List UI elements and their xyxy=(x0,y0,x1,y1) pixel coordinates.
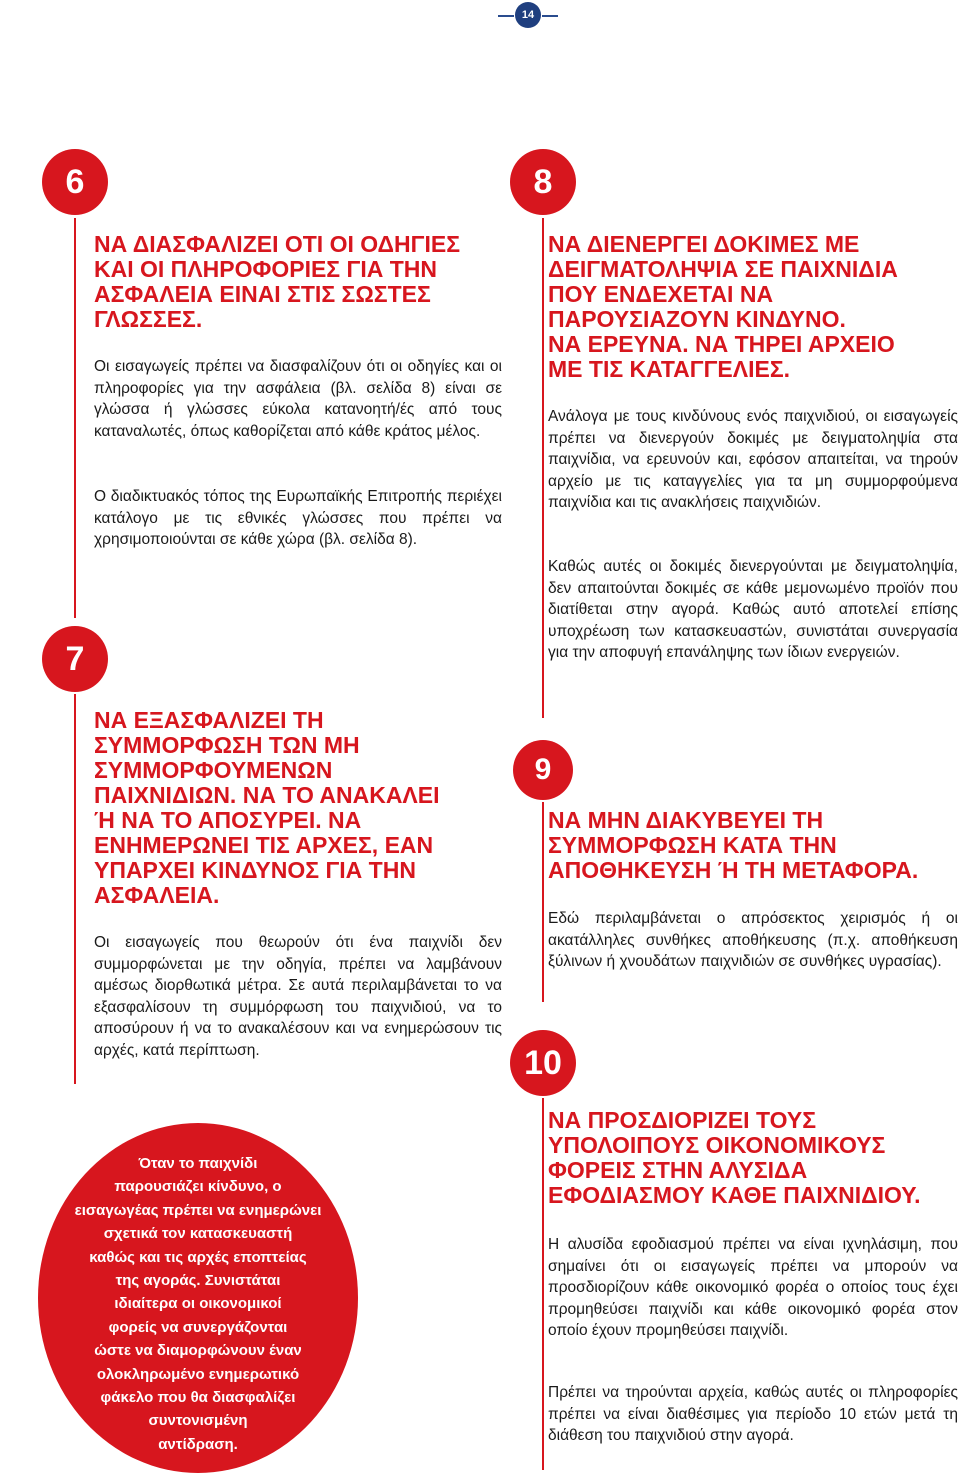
note-line: σχετικά τον κατασκευαστή xyxy=(103,1225,293,1243)
title-line: ΔΕΙΓΜΑΤΟΛΗΨΙΑ ΣΕ ΠΑΙΧΝΙΔΙΑ xyxy=(548,256,898,282)
title-line: ΑΣΦΑΛΕΙΑ ΕΙΝΑΙ ΣΤΙΣ ΣΩΣΤΕΣ xyxy=(94,281,431,307)
title-line: ΕΝΗΜΕΡΩΝΕΙ ΤΙΣ ΑΡΧΕΣ, ΕΑΝ xyxy=(94,832,434,858)
title-line: ΝΑ ΕΞΑΣΦΑΛΙΖΕΙ ΤΗ xyxy=(94,707,324,733)
title-line: ΑΠΟΘΗΚΕΥΣΗ Ή ΤΗ ΜΕΤΑΦΟΡΑ. xyxy=(548,857,919,883)
note-line: παρουσιάζει κίνδυνο, ο xyxy=(114,1178,282,1196)
note-line: συντονισμένη xyxy=(148,1412,248,1430)
note-line: Όταν το παιχνίδι xyxy=(138,1155,258,1172)
section-9-rule xyxy=(542,802,544,1002)
note-line: φορείς να συνεργάζονται xyxy=(108,1318,288,1336)
note-line: ώστε να διαμορφώνουν έναν xyxy=(94,1342,302,1360)
note-callout-text xyxy=(38,1152,358,1456)
note-line: φάκελο που θα διασφαλίζει xyxy=(100,1389,296,1407)
note-line: ολοκληρωμένο ενημερωτικό xyxy=(96,1365,300,1383)
section-6-paragraph-2: Ο διαδικτυακός τόπος της Ευρωπαϊκής Επιτροπής περιέχει κατάλογο με τις εθνικές γλώσσες που πρέπει να χρησιμοποιούνται σε κάθε χώρα (βλ. σελίδα 8). xyxy=(94,488,502,548)
title-line: ΣΥΜΜΟΡΦΩΣΗ ΚΑΤΑ ΤΗΝ xyxy=(548,832,837,858)
section-7-number: 7 xyxy=(42,626,108,692)
section-8-paragraph-1: Ανάλογα με τους κινδύνους ενός παιχνιδιού, οι εισαγωγείς πρέπει να διενεργούν δοκιμές με δειγματοληψία στα παιχνίδια, να ερευνούν και, εφόσον απαιτείται, να τηρούν αρχείο με τις καταγγελίες για τα μη συμμορφούμενα παιχνίδια και τις ανακλήσεις παιχνιδιών. xyxy=(548,408,958,511)
title-line: ΝΑ ΜΗΝ ΔΙΑΚΥΒΕΥΕΙ ΤΗ xyxy=(548,807,824,833)
section-8-title xyxy=(548,232,958,382)
section-7-paragraph-1: Οι εισαγωγείς που θεωρούν ότι ένα παιχνίδι δεν συμμορφώνεται με την οδηγία, πρέπει να λαμβάνουν αμέσως διορθωτικά μέτρα. Σε αυτά περιλαμβάνεται το να εξασφαλίσουν τη συμμόρφωση του παιχνιδιού, να το αποσύρουν ή να το ανακαλέσουν και να ενημερώσουν τις αρχές, κατά περίπτωση. xyxy=(94,934,502,1059)
section-8-paragraph-2: Καθώς αυτές οι δοκιμές διενεργούνται με δειγματοληψία, δεν απαιτούνται δοκιμές σε κάθε μεμονωμένο προϊόν που διατίθεται στην αγορά. Καθώς αυτό αποτελεί επίσης υποχρέωση των κατασκευαστών, συνιστάται συνεργασία για την αποφυγή επανάληψης των ίδιων ενεργειών. xyxy=(548,558,958,661)
title-line: ΝΑ ΔΙΑΣΦΑΛΙΖΕΙ ΟΤΙ ΟΙ ΟΔΗΓΙΕΣ xyxy=(94,231,461,257)
page-number: 14 xyxy=(515,2,541,28)
section-8-rule xyxy=(542,218,544,718)
title-line: ΣΥΜΜΟΡΦΟΥΜΕΝΩΝ xyxy=(94,757,333,783)
title-line: ΥΠΑΡΧΕΙ ΚΙΝΔΥΝΟΣ ΓΙΑ ΤΗΝ xyxy=(94,857,416,883)
note-line: της αγοράς. Συνιστάται xyxy=(115,1272,281,1290)
page-number-badge xyxy=(498,0,558,34)
title-line: ΓΛΩΣΣΕΣ. xyxy=(94,306,203,332)
section-6-paragraph-1: Οι εισαγωγείς πρέπει να διασφαλίζουν ότι οι οδηγίες και οι πληροφορίες για την ασφάλεια (βλ. σελίδα 8) είναι σε γλώσσα ή γλώσσες εύκολα κατανοητή/ές από τους καταναλωτές, όπως καθορίζεται από κάθε κράτος μέλος. xyxy=(94,358,502,440)
title-line: ΣΥΜΜΟΡΦΩΣΗ ΤΩΝ ΜΗ xyxy=(94,732,360,758)
section-9-number: 9 xyxy=(513,740,573,800)
title-line: ΝΑ ΠΡΟΣΔΙΟΡΙΖΕΙ ΤΟΥΣ xyxy=(548,1107,816,1133)
section-10-paragraph-1: Η αλυσίδα εφοδιασμού πρέπει να είναι ιχνηλάσιμη, που σημαίνει ότι οι εισαγωγείς πρέπει να μπορούν να προσδιορίζουν κάθε οικονομικό φορέα ο οποίος τους έχει προμηθεύσει παιχνίδι και κάθε οικονομικό φορέα στον οποίο έχουν προμηθεύσει παιχνίδι. xyxy=(548,1236,958,1339)
title-line: ΕΦΟΔΙΑΣΜΟΥ ΚΑΘΕ ΠΑΙΧΝΙΔΙΟΥ. xyxy=(548,1182,921,1208)
section-9-paragraph-1: Εδώ περιλαμβάνεται ο απρόσεκτος χειρισμός ή οι ακατάλληλες συνθήκες αποθήκευσης (π.χ. αποθήκευση ξύλινων ή χνουδάτων παιχνιδιών σε συνθήκες υγρασίας). xyxy=(548,910,958,970)
divider-left xyxy=(498,15,514,17)
title-line: ΝΑ ΕΡΕΥΝΑ. ΝΑ ΤΗΡΕΙ ΑΡΧΕΙΟ xyxy=(548,331,895,357)
section-7-title xyxy=(94,708,514,908)
title-line: ΦΟΡΕΙΣ ΣΤΗΝ ΑΛΥΣΙΔΑ xyxy=(548,1157,808,1183)
divider-right xyxy=(542,15,558,17)
section-9-title xyxy=(548,808,958,883)
section-10-title xyxy=(548,1108,958,1208)
section-10-rule xyxy=(542,1098,544,1470)
title-line: ΜΕ ΤΙΣ ΚΑΤΑΓΓΕΛΙΕΣ. xyxy=(548,356,791,382)
section-8-number: 8 xyxy=(510,149,576,215)
note-line: αντίδραση. xyxy=(158,1435,238,1453)
title-line: ΠΟΥ ΕΝΔΕΧΕΤΑΙ ΝΑ xyxy=(548,281,774,307)
title-line: ΑΣΦΑΛΕΙΑ. xyxy=(94,882,220,908)
section-6-rule xyxy=(74,218,76,618)
title-line: ΠΑΙΧΝΙΔΙΩΝ. ΝΑ ΤΟ ΑΝΑΚΑΛΕΙ xyxy=(94,782,440,808)
section-10-paragraph-2: Πρέπει να τηρούνται αρχεία, καθώς αυτές οι πληροφορίες πρέπει να είναι διαθέσιμες για περίοδο 10 ετών μετά τη διάθεση του παιχνιδιού στην αγορά. xyxy=(548,1384,958,1444)
note-line: καθώς και τις αρχές εποπτείας xyxy=(89,1248,307,1266)
title-line: ΠΑΡΟΥΣΙΑΖΟΥΝ ΚΙΝΔΥΝΟ. xyxy=(548,306,846,332)
section-7-rule xyxy=(74,694,76,1084)
title-line: Ή ΝΑ ΤΟ ΑΠΟΣΥΡΕΙ. ΝΑ xyxy=(94,807,362,833)
note-line: εισαγωγέας πρέπει να ενημερώνει xyxy=(74,1201,322,1219)
title-line: ΥΠΟΛΟΙΠΟΥΣ ΟΙΚΟΝΟΜΙΚΟΥΣ xyxy=(548,1132,886,1158)
note-line: ιδιαίτερα οι οικονομικοί xyxy=(114,1295,282,1313)
title-line: ΝΑ ΔΙΕΝΕΡΓΕΙ ΔΟΚΙΜΕΣ ΜΕ xyxy=(548,231,860,257)
section-6-title xyxy=(94,232,514,332)
section-6-number: 6 xyxy=(42,149,108,215)
title-line: ΚΑΙ ΟΙ ΠΛΗΡΟΦΟΡΙΕΣ ΓΙΑ ΤΗΝ xyxy=(94,256,437,282)
section-10-number: 10 xyxy=(510,1030,576,1096)
